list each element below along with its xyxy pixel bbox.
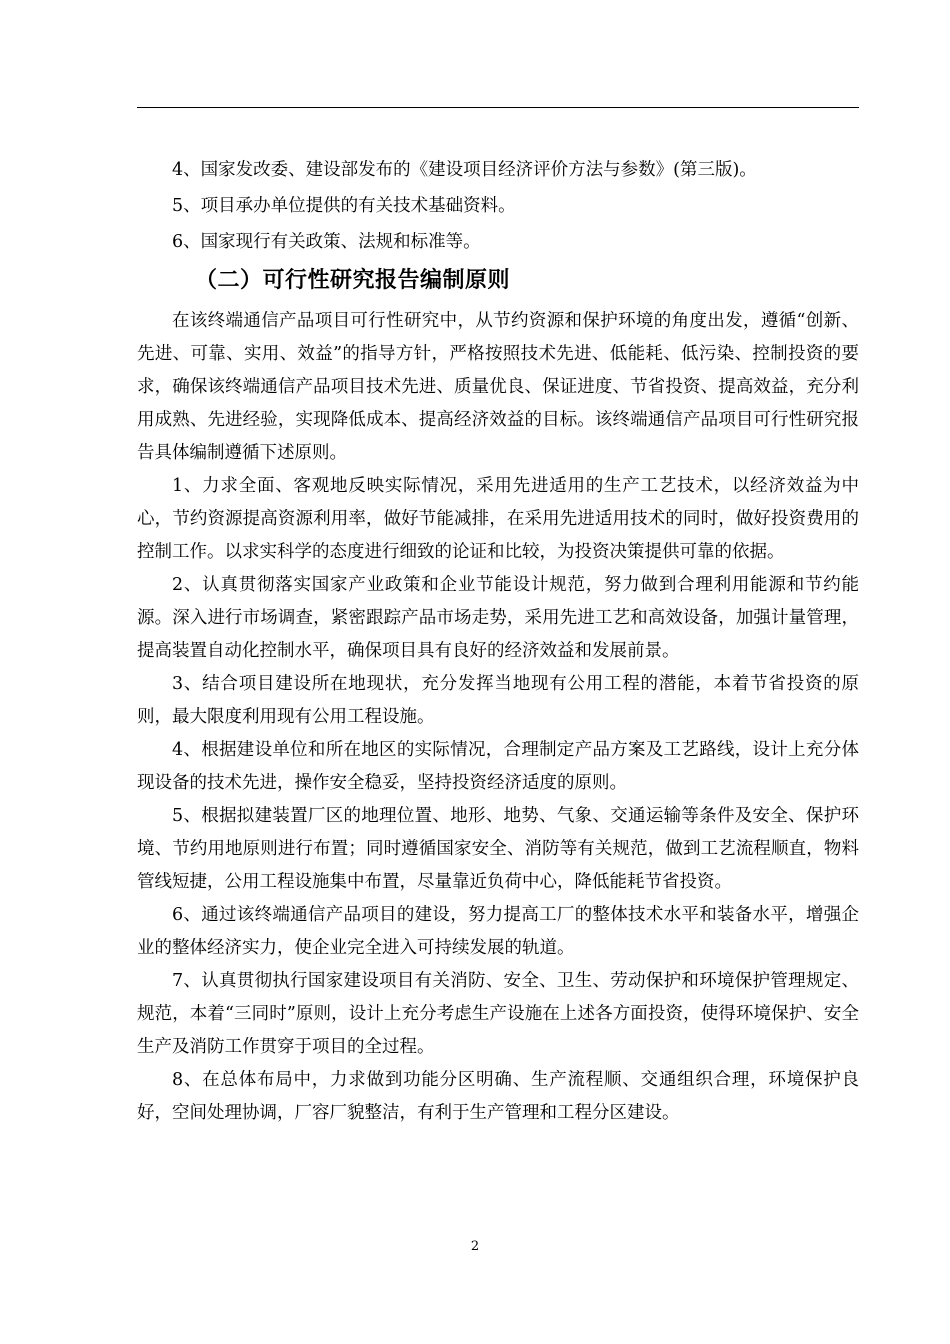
basis-item-6: 6、国家现行有关政策、法规和标准等。 — [172, 232, 481, 252]
basis-item-5: 5、项目承办单位提供的有关技术基础资料。 — [172, 196, 516, 216]
header-rule — [137, 107, 859, 108]
principle-5: 5、根据拟建装置厂区的地理位置、地形、地势、气象、交通运输等条件及安全、保护环境、节约用地原则进行布置；同时遵循国家安全、消防等有关规范，做到工艺流程顺直，物料管线短捷，公用工程设施集中布置，尽量靠近负荷中心，降低能耗节省投资。 — [137, 806, 859, 892]
page-number: 2 — [470, 1239, 480, 1254]
section-intro: 在该终端通信产品项目可行性研究中，从节约资源和保护环境的角度出发，遵循“创新、先进、可靠、实用、效益”的指导方针，严格按照技术先进、低能耗、低污染、控制投资的要求，确保该终端通信产品项目技术先进、质量优良、保证进度、节省投资、提高效益，充分利用成熟、先进经验，实现降低成本、提高经济效益的目标。该终端通信产品项目可行性研究报告具体编制遵循下述原则。 — [137, 311, 859, 463]
principle-8: 8、在总体布局中，力求做到功能分区明确、生产流程顺、交通组织合理，环境保护良好，空间处理协调，厂容厂貌整洁，有利于生产管理和工程分区建设。 — [137, 1070, 859, 1123]
document-body — [137, 153, 859, 1130]
principle-1: 1、力求全面、客观地反映实际情况，采用先进适用的生产工艺技术，以经济效益为中心，节约资源提高资源利用率，做好节能减排，在采用先进适用技术的同时，做好投资费用的控制工作。以求实科学的态度进行细致的论证和比较，为投资决策提供可靠的依据。 — [137, 476, 859, 562]
principle-7: 7、认真贯彻执行国家建设项目有关消防、安全、卫生、劳动保护和环境保护管理规定、规范，本着“三同时”原则，设计上充分考虑生产设施在上述各方面投资，使得环境保护、安全生产及消防工作贯穿于项目的全过程。 — [137, 971, 859, 1057]
principle-2: 2、认真贯彻落实国家产业政策和企业节能设计规范，努力做到合理利用能源和节约能源。深入进行市场调查，紧密跟踪产品市场走势，采用先进工艺和高效设备，加强计量管理，提高装置自动化控制水平，确保项目具有良好的经济效益和发展前景。 — [137, 575, 859, 661]
principle-6: 6、通过该终端通信产品项目的建设，努力提高工厂的整体技术水平和装备水平，增强企业的整体经济实力，使企业完全进入可持续发展的轨道。 — [137, 905, 859, 958]
principle-3: 3、结合项目建设所在地现状，充分发挥当地现有公用工程的潜能，本着节省投资的原则，最大限度利用现有公用工程设施。 — [137, 674, 859, 727]
basis-item-4: 4、国家发改委、建设部发布的《建设项目经济评价方法与参数》(第三版)。 — [172, 160, 757, 180]
principle-4: 4、根据建设单位和所在地区的实际情况，合理制定产品方案及工艺路线，设计上充分体现设备的技术先进，操作安全稳妥，坚持投资经济适度的原则。 — [137, 740, 859, 793]
section-heading: （二）可行性研究报告编制原则 — [195, 268, 511, 293]
